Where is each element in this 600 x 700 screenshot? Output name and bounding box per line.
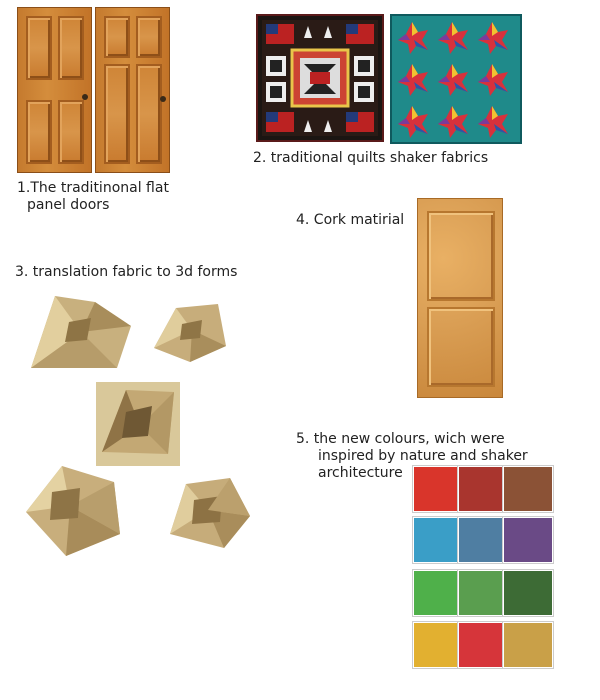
swatch-1 <box>413 466 463 512</box>
colours-caption-line1: 5. the new colours, wich were <box>296 431 505 447</box>
swatch-7 <box>413 570 463 616</box>
quilts-caption: 2. traditional quilts shaker fabrics <box>253 150 489 166</box>
swatch-9 <box>503 570 553 616</box>
paper-form-4 <box>22 462 122 558</box>
american-flag-quilt-image <box>256 14 384 142</box>
swatch-12 <box>503 622 553 668</box>
colours-caption-line3: architecture <box>318 465 403 481</box>
cork-caption: 4. Cork matirial <box>296 212 405 228</box>
swatch-2 <box>458 466 508 512</box>
star-quilt-pattern <box>392 16 520 142</box>
paper-form-2 <box>152 300 228 366</box>
paper-form-5 <box>168 476 252 550</box>
right-door-image <box>95 7 170 173</box>
colour-swatch-grid <box>411 464 551 674</box>
star-quilt-image <box>390 14 522 144</box>
paper-form-3 <box>96 382 180 466</box>
swatch-3 <box>503 466 553 512</box>
colours-caption-line2: inspired by nature and shaker <box>318 448 528 464</box>
swatch-11 <box>458 622 508 668</box>
doors-caption <box>17 180 217 214</box>
flag-quilt-pattern <box>258 16 382 140</box>
forms-caption: 3. translation fabric to 3d forms <box>15 264 238 280</box>
doors-caption-line2: panel doors <box>27 197 110 213</box>
swatch-4 <box>413 517 463 563</box>
swatch-8 <box>458 570 508 616</box>
cork-door-image <box>417 198 503 398</box>
left-door-image <box>17 7 92 173</box>
paper-form-1 <box>25 292 137 374</box>
swatch-5 <box>458 517 508 563</box>
doors-caption-line1: 1.The traditinonal flat <box>17 180 169 196</box>
swatch-10 <box>413 622 463 668</box>
swatch-6 <box>503 517 553 563</box>
